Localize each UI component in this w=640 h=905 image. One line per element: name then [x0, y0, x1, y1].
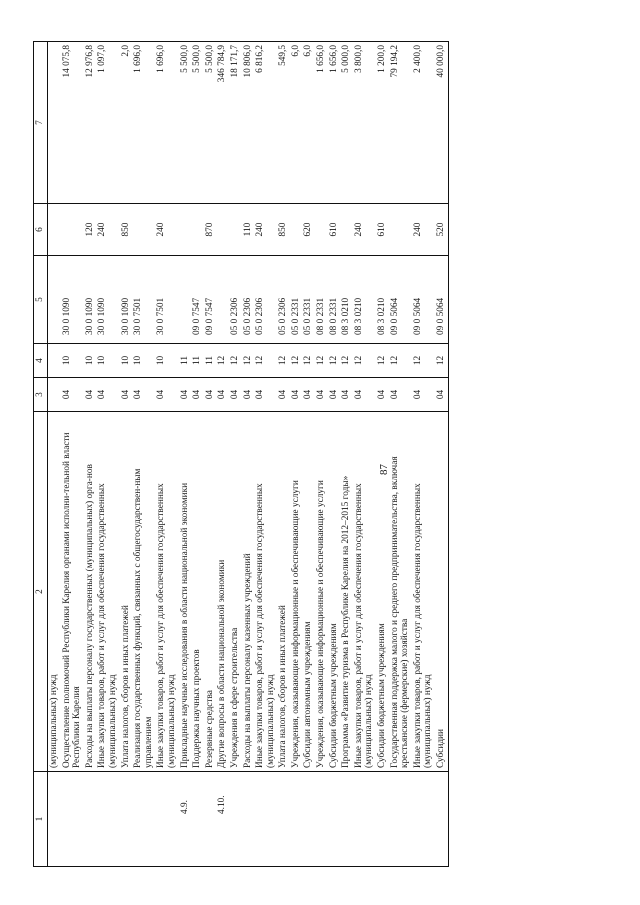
table-row [120, 42, 133, 867]
subsection-code: 12 [315, 344, 328, 378]
item-description: Субсидии бюджетным учреждениям [328, 412, 341, 772]
header-col-3: 3 [34, 378, 48, 412]
amount: 5 500,0 [191, 42, 204, 204]
table-row [216, 42, 229, 867]
target-article-code: 05 0 2331 [290, 256, 303, 344]
subsection-code [48, 344, 61, 378]
target-article-code: 08 0 2331 [328, 256, 341, 344]
table-row [204, 42, 217, 867]
amount: 79 194,2 [389, 42, 412, 204]
item-description: Расходы на выплаты персоналу казенных учреждений [242, 412, 255, 772]
subsection-code: 12 [328, 344, 341, 378]
item-description: Реализация государственных функций, связанных с общегосударствен-ным управлением [132, 412, 155, 772]
subsection-code: 10 [132, 344, 155, 378]
item-description: Иные закупки товаров, работ и услуг для обеспечения государственных (муниципальных) нужд [96, 412, 119, 772]
target-article-code: 05 0 2306 [229, 256, 242, 344]
subsection-code: 12 [435, 344, 448, 378]
section-number [96, 772, 119, 867]
amount: 5 000,0 [340, 42, 353, 204]
expense-type-code [340, 204, 353, 256]
item-description: Иные закупки товаров, работ и услуг для обеспечения государственных (муниципальных) нужд [155, 412, 178, 772]
subsection-code: 11 [204, 344, 217, 378]
table-row [435, 42, 448, 867]
amount: 6,0 [290, 42, 303, 204]
subsection-code: 12 [389, 344, 412, 378]
item-description: Субсидии автономным учреждениям [302, 412, 315, 772]
table-row [290, 42, 303, 867]
section-number [120, 772, 133, 867]
table-row [302, 42, 315, 867]
section-code: 04 [96, 378, 119, 412]
expense-type-code: 240 [254, 204, 277, 256]
page-number: 87 [378, 464, 390, 475]
amount: 549,5 [277, 42, 290, 204]
subsection-code: 12 [353, 344, 376, 378]
item-description: Расходы на выплаты персоналу государственных (муниципальных) орга-нов [84, 412, 97, 772]
table-row [376, 42, 389, 867]
target-article-code: 09 0 5064 [435, 256, 448, 344]
expense-type-code [48, 204, 61, 256]
item-description: Программа «Развитие туризма в Республике Карелия на 2012–2015 годы» [340, 412, 353, 772]
section-number [412, 772, 435, 867]
target-article-code: 09 0 5064 [412, 256, 435, 344]
target-article-code [179, 256, 192, 344]
expense-type-code [389, 204, 412, 256]
expense-type-code [179, 204, 192, 256]
target-article-code [216, 256, 229, 344]
expense-type-code: 120 [84, 204, 97, 256]
subsection-code: 12 [216, 344, 229, 378]
subsection-code: 12 [229, 344, 242, 378]
expense-type-code [315, 204, 328, 256]
budget-table [33, 41, 449, 867]
expense-type-code [229, 204, 242, 256]
expense-type-code [290, 204, 303, 256]
table-row [96, 42, 119, 867]
section-code: 04 [191, 378, 204, 412]
section-code: 04 [302, 378, 315, 412]
section-code: 04 [204, 378, 217, 412]
subsection-code: 12 [290, 344, 303, 378]
item-description: Иные закупки товаров, работ и услуг для обеспечения государственных (муниципальных) нужд [254, 412, 277, 772]
target-article-code: 08 3 0210 [376, 256, 389, 344]
subsection-code: 12 [242, 344, 255, 378]
subsection-code: 12 [340, 344, 353, 378]
subsection-code: 11 [191, 344, 204, 378]
item-description: Учреждения в сфере строительства [229, 412, 242, 772]
item-description: Резервные средства [204, 412, 217, 772]
table-row [84, 42, 97, 867]
subsection-code: 10 [155, 344, 178, 378]
section-number: 4.9. [179, 772, 192, 867]
subsection-code: 12 [302, 344, 315, 378]
section-code: 04 [155, 378, 178, 412]
table-row [191, 42, 204, 867]
amount [48, 42, 61, 204]
table-row [277, 42, 290, 867]
expense-type-code [216, 204, 229, 256]
table-row [132, 42, 155, 867]
target-article-code: 05 0 2306 [254, 256, 277, 344]
target-article-code: 08 3 0210 [353, 256, 376, 344]
target-article-code: 09 0 7547 [204, 256, 217, 344]
amount: 3 800,0 [353, 42, 376, 204]
table-row [389, 42, 412, 867]
section-number [315, 772, 328, 867]
section-number [340, 772, 353, 867]
section-number [376, 772, 389, 867]
section-code: 04 [290, 378, 303, 412]
amount: 12 976,8 [84, 42, 97, 204]
header-col-5: 5 [34, 256, 48, 344]
section-code: 04 [61, 378, 84, 412]
section-code: 04 [242, 378, 255, 412]
table-header [34, 42, 48, 867]
amount: 6,0 [302, 42, 315, 204]
section-number [242, 772, 255, 867]
section-code: 04 [376, 378, 389, 412]
table-row [340, 42, 353, 867]
amount: 2,0 [120, 42, 133, 204]
table-row [315, 42, 328, 867]
target-article-code: 30 0 7501 [132, 256, 155, 344]
table-row [353, 42, 376, 867]
amount: 1 696,0 [132, 42, 155, 204]
section-number [353, 772, 376, 867]
section-number [435, 772, 448, 867]
header-col-7: 7 [34, 42, 48, 204]
expense-type-code: 110 [242, 204, 255, 256]
section-code: 04 [340, 378, 353, 412]
target-article-code: 09 0 5064 [389, 256, 412, 344]
section-code: 04 [435, 378, 448, 412]
amount: 1 656,0 [328, 42, 341, 204]
target-article-code: 05 0 2331 [302, 256, 315, 344]
item-description: Иные закупки товаров, работ и услуг для обеспечения государственных (муниципальных) нужд [353, 412, 376, 772]
section-number [84, 772, 97, 867]
expense-type-code: 520 [435, 204, 448, 256]
section-number [389, 772, 412, 867]
expense-type-code: 850 [120, 204, 133, 256]
amount: 5 500,0 [204, 42, 217, 204]
table-row [254, 42, 277, 867]
table-row [179, 42, 192, 867]
subsection-code: 10 [61, 344, 84, 378]
amount: 14 075,8 [61, 42, 84, 204]
subsection-code: 10 [96, 344, 119, 378]
amount: 1 097,0 [96, 42, 119, 204]
amount: 1 656,0 [315, 42, 328, 204]
section-number [328, 772, 341, 867]
section-number [61, 772, 84, 867]
section-code: 04 [315, 378, 328, 412]
table-row [328, 42, 341, 867]
item-description: Осуществление полномочий Республики Карелия органами исполни-тельной власти Республики Карелия [61, 412, 84, 772]
item-description: Поддержка научных проектов [191, 412, 204, 772]
target-article-code [48, 256, 61, 344]
target-article-code: 30 0 1090 [96, 256, 119, 344]
amount: 10 806,0 [242, 42, 255, 204]
target-article-code: 30 0 7501 [155, 256, 178, 344]
section-code [48, 378, 61, 412]
section-code: 04 [84, 378, 97, 412]
item-description: Государственная поддержка малого и среднего предпринимательства, включая крестьянские (фермерские) хозяйства [389, 412, 412, 772]
item-description: Иные закупки товаров, работ и услуг для обеспечения государственных (муниципальных) нужд [412, 412, 435, 772]
header-col-2: 2 [34, 412, 48, 772]
section-number [302, 772, 315, 867]
target-article-code: 30 0 1090 [84, 256, 97, 344]
header-col-1: 1 [34, 772, 48, 867]
item-description: Прикладные научные исследования в области национальной экономики [179, 412, 192, 772]
table-row [229, 42, 242, 867]
target-article-code: 08 3 0210 [340, 256, 353, 344]
table-row [61, 42, 84, 867]
target-article-code: 05 0 2306 [277, 256, 290, 344]
target-article-code: 08 0 2331 [315, 256, 328, 344]
section-number [48, 772, 61, 867]
section-code: 04 [328, 378, 341, 412]
target-article-code: 30 0 1090 [61, 256, 84, 344]
expense-type-code: 870 [204, 204, 217, 256]
amount: 346 784,9 [216, 42, 229, 204]
expense-type-code: 850 [277, 204, 290, 256]
amount: 6 816,2 [254, 42, 277, 204]
section-code: 04 [229, 378, 242, 412]
target-article-code: 30 0 1090 [120, 256, 133, 344]
section-code: 04 [120, 378, 133, 412]
expense-type-code: 240 [353, 204, 376, 256]
section-code: 04 [353, 378, 376, 412]
subsection-code: 12 [254, 344, 277, 378]
expense-type-code: 240 [412, 204, 435, 256]
expense-type-code [132, 204, 155, 256]
section-number [191, 772, 204, 867]
amount: 40 000,0 [435, 42, 448, 204]
item-description: Субсидии [435, 412, 448, 772]
item-description: Уплата налогов, сборов и иных платежей [277, 412, 290, 772]
expense-type-code: 610 [328, 204, 341, 256]
section-number [132, 772, 155, 867]
expense-type-code: 620 [302, 204, 315, 256]
section-code: 04 [254, 378, 277, 412]
item-description: Учреждения, оказывающие информационные и обеспечивающие услуги [290, 412, 303, 772]
expense-type-code [61, 204, 84, 256]
section-number [290, 772, 303, 867]
section-code: 04 [132, 378, 155, 412]
subsection-code: 12 [376, 344, 389, 378]
header-col-4: 4 [34, 344, 48, 378]
section-number [155, 772, 178, 867]
table-body [48, 42, 449, 867]
section-code: 04 [216, 378, 229, 412]
item-description: Другие вопросы в области национальной экономики [216, 412, 229, 772]
subsection-code: 12 [412, 344, 435, 378]
amount: 18 171,7 [229, 42, 242, 204]
expense-type-code [191, 204, 204, 256]
section-number [229, 772, 242, 867]
table-row [242, 42, 255, 867]
section-number [254, 772, 277, 867]
amount: 5 500,0 [179, 42, 192, 204]
section-number [277, 772, 290, 867]
amount: 2 400,0 [412, 42, 435, 204]
item-description: Учреждения, оказывающие информационные и обеспечивающие услуги [315, 412, 328, 772]
subsection-code: 12 [277, 344, 290, 378]
table-row [155, 42, 178, 867]
amount: 1 696,0 [155, 42, 178, 204]
section-number: 4.10. [216, 772, 229, 867]
header-col-6: 6 [34, 204, 48, 256]
section-number [204, 772, 217, 867]
item-description: Субсидии бюджетным учреждениям [376, 412, 389, 772]
subsection-code: 10 [84, 344, 97, 378]
amount: 1 200,0 [376, 42, 389, 204]
section-code: 04 [389, 378, 412, 412]
expense-type-code: 240 [96, 204, 119, 256]
item-description: Уплата налогов, сборов и иных платежей [120, 412, 133, 772]
table-row [48, 42, 61, 867]
section-code: 04 [412, 378, 435, 412]
subsection-code: 11 [179, 344, 192, 378]
section-code: 04 [179, 378, 192, 412]
section-code: 04 [277, 378, 290, 412]
expense-type-code: 610 [376, 204, 389, 256]
target-article-code: 05 0 2306 [242, 256, 255, 344]
table-row [412, 42, 435, 867]
subsection-code: 10 [120, 344, 133, 378]
item-description: (муниципальных) нужд [48, 412, 61, 772]
target-article-code: 09 0 7547 [191, 256, 204, 344]
header-row [34, 42, 48, 867]
expense-type-code: 240 [155, 204, 178, 256]
